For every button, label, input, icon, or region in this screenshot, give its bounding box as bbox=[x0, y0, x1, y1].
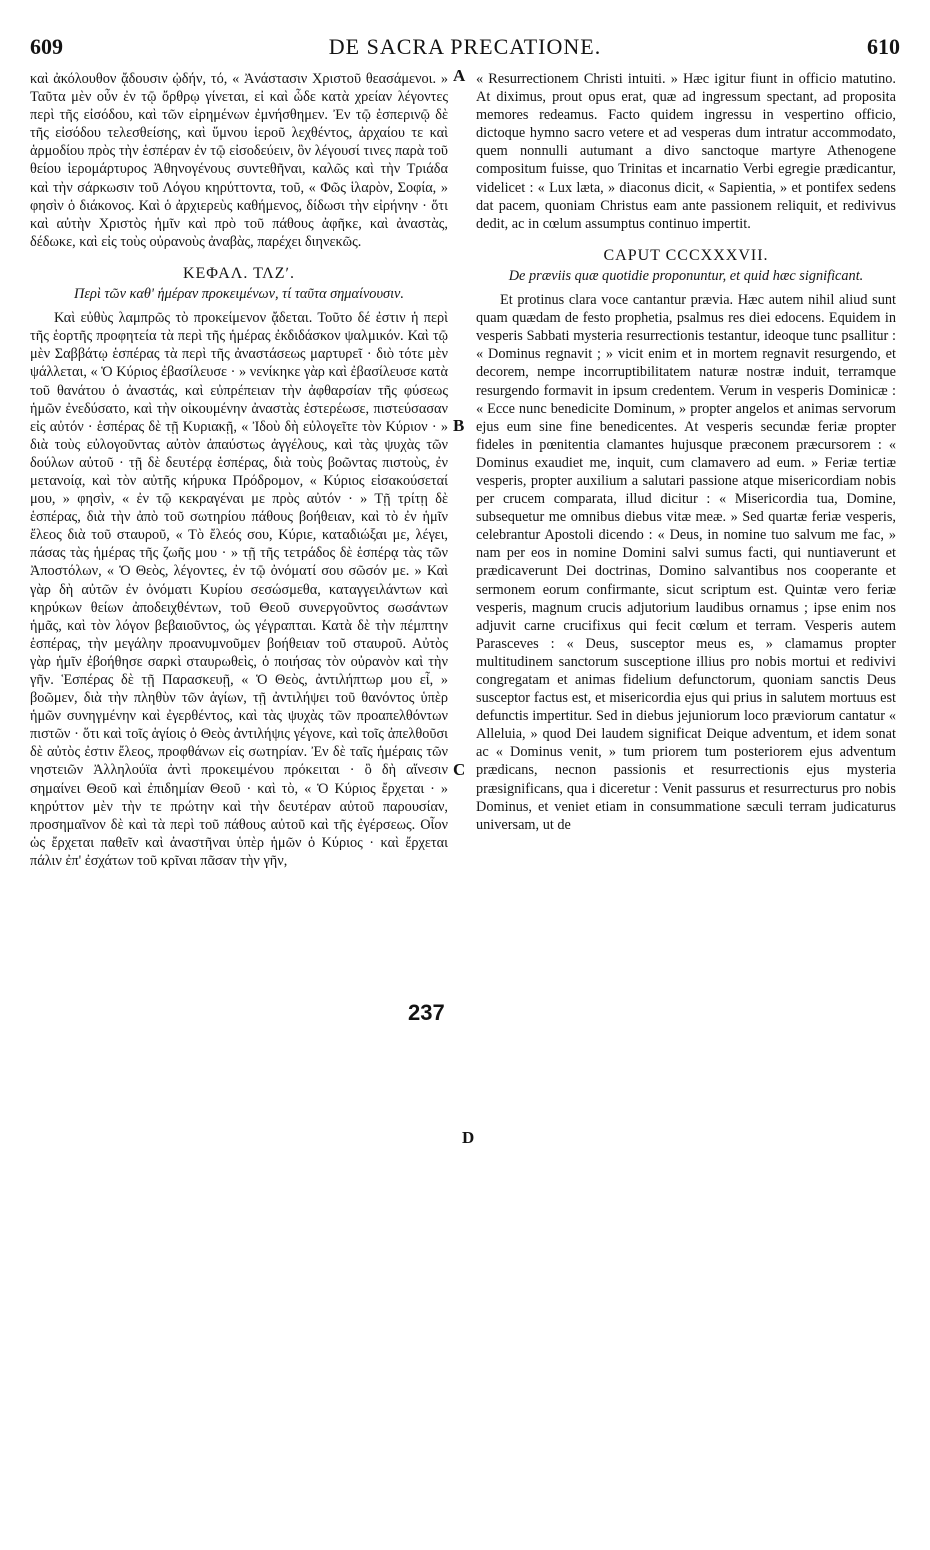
latin-column bbox=[476, 70, 896, 1550]
greek-chapter-subtitle: Περὶ τῶν καθ' ἡμέραν προκειμένων, τί ταῦτα σημαίνουσιν. bbox=[74, 286, 404, 303]
greek-paragraph-1: καὶ ἀκόλουθον ᾄδουσιν ᾠδήν, τό, « Ἀνάστασιν Χριστοῦ θεασάμενοι. » Ταῦτα μὲν οὖν ἐν τῷ ὄρθρῳ γίνεται, εἰ καὶ ὧδε κατὰ χρείαν λέγοντες περὶ τῆς εἰσόδου, καὶ τῶν εἰρημένων ἐμνήσθημεν. Ἐν τῷ ἑσπερινῷ δὲ τῆς εἰσόδου τελεσθείσης, καὶ ὕμνου ἱεροῦ λεχθέντος, ἀρχαίου τε καὶ ἁρμοδίου πρὸς τὴν ἑσπέραν ἐν τῷ εἰσοδεύειν, ὃν λέγουσί τινες παρὰ τοῦ θείου ἱερομάρτυρος Ἀθηνογένους συντεθῆναι, καλῶς καὶ τὴν Τριάδα καὶ τὴν σάρκωσιν τοῦ Λόγου κηρύττοντα, τοῦ, « Φῶς ἱλαρὸν, Σοφία, » φησὶν ὁ διάκονος. Καὶ ὁ ἀρχιερεὺς καθήμενος, δίδωσι τὴν εἰρήνην · ὅτι καὶ αὐτὴν Χριστὸς ἡμῖν καὶ πρὸ τοῦ πάθους ἀφῆκε, καὶ ἀναστὰς, δέδωκε, καὶ εἰς τοὺς οὐρανοὺς ἀναβὰς, παρέχει διηνεκῶς. bbox=[30, 71, 448, 250]
page-number-right: 610 bbox=[867, 34, 900, 59]
margin-letter-d: D bbox=[462, 1128, 475, 1147]
margin-letter-b: B bbox=[453, 416, 465, 435]
page-number-left: 609 bbox=[30, 34, 63, 59]
margin-letter-c: C bbox=[453, 760, 466, 779]
greek-paragraph-2: Καὶ εὐθὺς λαμπρῶς τὸ προκείμενον ᾄδεται. Τοῦτο δέ ἐστιν ἡ περὶ τῆς ἑορτῆς προφητεία τὰ περὶ τῆς ἡμέρας ἐκδιδάσκον ψαλμικόν. Καὶ τῷ μὲν Σαββάτῳ ἑσπέρας τὰ περὶ τῆς ἀναστάσεως μαρτυρεῖ · διὸ τότε μὲν ψάλλεται, « Ὁ Κύριος ἐβασίλευσε · » νενίκηκε γὰρ καὶ ἐβασίλευσε κατὰ τοῦ θανάτου ὁ ἀναστάς, καὶ εὐπρέπειαν τὴν ἀφθαρσίαν τῆς φύσεως ἡμῶν ἐνεδύσατο, καὶ τὴν οἰκουμένην ἀναστὰς ἐστερέωσε, πιστεύσασαν εἰς αὐτόν · ἑσπέρας δὲ τῇ Κυριακῇ, « Ἰδοὺ δὴ εὐλογεῖτε τὸν Κύριον · » διὰ τοὺς εὐλογοῦντας αὐτὸν ἀπαύστως ἀγγέλους, καὶ τὰς ψυχὰς τῶν δούλων αὐτοῦ · τῇ δὲ δευτέρᾳ ἑσπέρας, διὰ τοὺς βοῶντας πιστοὺς, ἐν μετανοίᾳ, καὶ τὸν αὐτῆς κήρυκα Πρόδρομον, « Κύριος εἰσακούσεταί μου, » φησὶν, « ἐν τῷ κεκραγέναι με πρὸς αὐτόν · » Τῇ τρίτῃ δὲ ἑσπέρας, διὰ τὴν ἀπὸ τοῦ σωτηρίου πάθους βοήθειαν, καὶ τὸ ἐν ἡμῖν ἔλεος διὰ τοῦ σταυροῦ, « Τὸ ἔλεός σου, Κύριε, καταδιώξαι με, λέγει, πάσας τὰς ἡμέρας τῆς ζωῆς μου · » τῇ τῆς τετράδος δὲ ἑσπέρᾳ τὰς τῶν Ἀποστόλων, « Ὁ Θεὸς, λέγοντες, ἐν τῷ ὀνόματί σου σῶσόν με. » Καὶ γὰρ δὴ αὐτῶν ἐν ὀνόματι Κυρίου σεσώσμεθα, καταγγειλάντων καὶ κηρύκων θείων ἀποδειχθέντων, τοῦ Θεοῦ συνεργοῦντος σωσάντων ἡμᾶς, καὶ τὸν λόγον βεβαιοῦντος, ὡς γέγραπται. Κατὰ δὲ τὴν πέμπτην ἑσπέρας, τὴν μεγάλην προανυμνοῦμεν βοήθειαν τοῦ σταυροῦ. Αὐτὸς γὰρ ἡμῖν ἐβοήθησε σαρκὶ σταυρωθεὶς, ὁ ποιήσας τὸν οὐρανὸν καὶ τὴν γῆν. Ἑσπέρας δὲ τῇ Παρασκευῇ, « Ὁ Θεὸς, ἀντιλήπτωρ μου εἶ, » βοῶμεν, διὰ τὴν πληθὺν τῶν ἁγίων, τῇ ἀντιλήψει τοῦ θανόντος ὑπὲρ ἡμῶν συνηγμένην καὶ ἐγερθέντος, καὶ τὰς ψυχὰς τῶν προαπελθόντων πιστῶν · ὅτι καὶ τοῖς ἁγίοις ὁ Θεὸς ἀντιλήψις γέγονε, καὶ τοῖς ἀπελθοῦσι δὲ αὐτὸς ἐστιν ἔλεος, προφθάνων εἰς σωτηρίαν. Ἐν δὲ ταῖς ἡμέραις τῶν νηστειῶν Ἀλληλούϊα ἀντὶ προκειμένου πρόκειται · ὃ δὴ αἴνεσιν σημαίνει Θεοῦ καὶ ἐπιδημίαν Θεοῦ · καὶ τὸ, « Ὁ Κύριος ἔρχεται · » κηρύττον μὲν τὴν τε πρώτην καὶ τὴν δευτέραν αὐτοῦ παρουσίαν, προσημαῖνον δὲ καὶ τὰ περὶ τοῦ πάθους αὐτοῦ καὶ τῆς ἐγέρσεως. Οἷον ὡς ἔρχεται παθεῖν καὶ ἀναστῆναι ὑπὲρ ἡμῶν ὁ Κύριος · καὶ ἔρχεται πάλιν ἐπ' ἐσχάτων τοῦ κρῖναι πᾶσαν τὴν γῆν, bbox=[30, 310, 448, 869]
margin-letter-a: A bbox=[453, 66, 466, 85]
latin-paragraph-2: Et protinus clara voce cantantur prævia. Hæc autem nihil aliud sunt quam quædam de festo prophetia, psalmus res diei edocens. Equidem in vesperis Sabbati mysteria resurrectionis testantur, ideoque tunc psallitur : « Dominus regnavit ; » vicit enim et in mortem regnavit resurgendo, et decorem, nempe incorruptibilitatem naturæ nostræ induit, terramque resurgendo formavit in ipsum credentem. Verum in vesperis Dominicæ : « Ecce nunc benedicite Dominum, » propter angelos et animas servorum ejus eum sine fine benedicentes. At vesperis secundæ feriæ propter fideles in pœnitentia clamantes hujusque præconem præcursorem : « Dominus exaudiet me, inquit, cum clamavero ad eum. » Feriæ tertiæ vesperis, propter auxilium a salutari passione atque misericordiam nobis per crucem comparata, illud dicitur : « Misericordia tua, Domine, subsequetur me omnibus diebus vitæ meæ. » Sed quartæ feriæ vesperis, celebrantur Apostoli dicendo : « Deus, in nomine tuo salvum me fac, » nam per eos in nomine Domini salvi sumus facti, qui nuntiaverunt et prædicaverunt Dei doctrinas, Domino salvantibus nos cooperante et sermonem eorum confirmante, sicut scriptum est. Quintæ vero feriæ vesperis, magnum crucis adjutorium laudibus ornamus ; ipse enim nos adjuvit carne crucifixus qui fecit cœlum et terram. Vesperis autem Parasceves : « Deus, susceptor meus es, » clamamus propter multitudinem sanctorum susceptione illius pro nobis mortui et redivivi congregatam et animas fidelium defunctorum, quoniam sanctis Deus susceptor factus est, et misericordia ejus qui prius in salutem mortuus est defunctis impertitur. Sed in diebus jejuniorum loco præviorum cantatur « Alleluia, » quod Dei laudem significat Deique adventum, et idem sonat ac « Dominus venit, » tum priorem tum posteriorem ejus adventum prædicans, necnon passionis et resurrectionis ejus mysteria præsignificans, qua i diceretur : Venit passurus et resurrecturus pro nobis Dominus, et veniet etiam in consummatione sæculi terram judicaturus universam, ut de bbox=[476, 292, 896, 833]
latin-chapter-heading: CAPUT CCCXXXVII. bbox=[603, 246, 769, 264]
latin-chapter-subtitle: De præviis quæ quotidie proponuntur, et quid hæc significant. bbox=[508, 267, 864, 284]
running-title: DE SACRA PRECATIONE. bbox=[328, 34, 602, 59]
margin-section-number: 237 bbox=[408, 1000, 445, 1025]
greek-column bbox=[30, 70, 448, 1550]
latin-paragraph-1: « Resurrectionem Christi intuiti. » Hæc igitur fiunt in officio matutino. At diximus, prout opus erat, quæ ad ingressum spectant, ad proposita memores redeamus. Facto quidem ingressu in vespertino officio, dictoque hymno sacro vetere et ad vesperas dum intratur accommodato, quem nonnulli autumant a divo sanctoque martyre Athenogene compositum fuisse, quo Trinitas et incarnatio Verbi egregie prædicantur, videlicet : « Lux læta, » diaconus dicit, « Sapientia, » et pontifex sedens dat pacem, quoniam Christus eam ante passionem reliquit, et redivivus dedit, ac in cœlum assumptus continuo impertit. bbox=[476, 71, 896, 232]
greek-chapter-heading: ΚΕΦΑΛ. ΤΛΖʹ. bbox=[182, 264, 296, 282]
